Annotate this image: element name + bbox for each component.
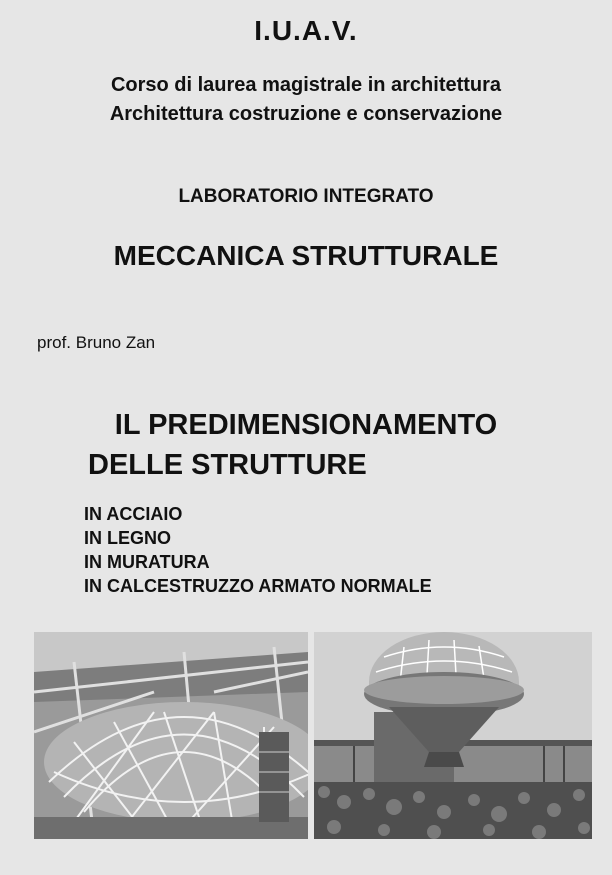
material-item: IN LEGNO xyxy=(84,528,172,548)
main-title-line-1: IL PREDIMENSIONAMENTO xyxy=(114,409,498,441)
material-item: IN CALCESTRUZZO ARMATO NORMALE xyxy=(84,576,432,596)
professor-name: prof. Bruno Zan xyxy=(37,333,156,352)
dome-pavilion-photo xyxy=(314,632,592,839)
steel-vault-photo xyxy=(34,632,308,839)
lab-heading: LABORATORIO INTEGRATO xyxy=(178,186,434,207)
material-item: IN MURATURA xyxy=(84,552,210,572)
course-line-1: Corso di laurea magistrale in architettura xyxy=(110,74,502,96)
main-title-line-2: DELLE STRUTTURE xyxy=(88,449,367,481)
material-item: IN ACCIAIO xyxy=(84,504,183,524)
institution-title: I.U.A.V. xyxy=(254,15,358,46)
course-line-2: Architettura costruzione e conservazione xyxy=(109,103,503,125)
subject-heading: MECCANICA STRUTTURALE xyxy=(113,240,499,271)
